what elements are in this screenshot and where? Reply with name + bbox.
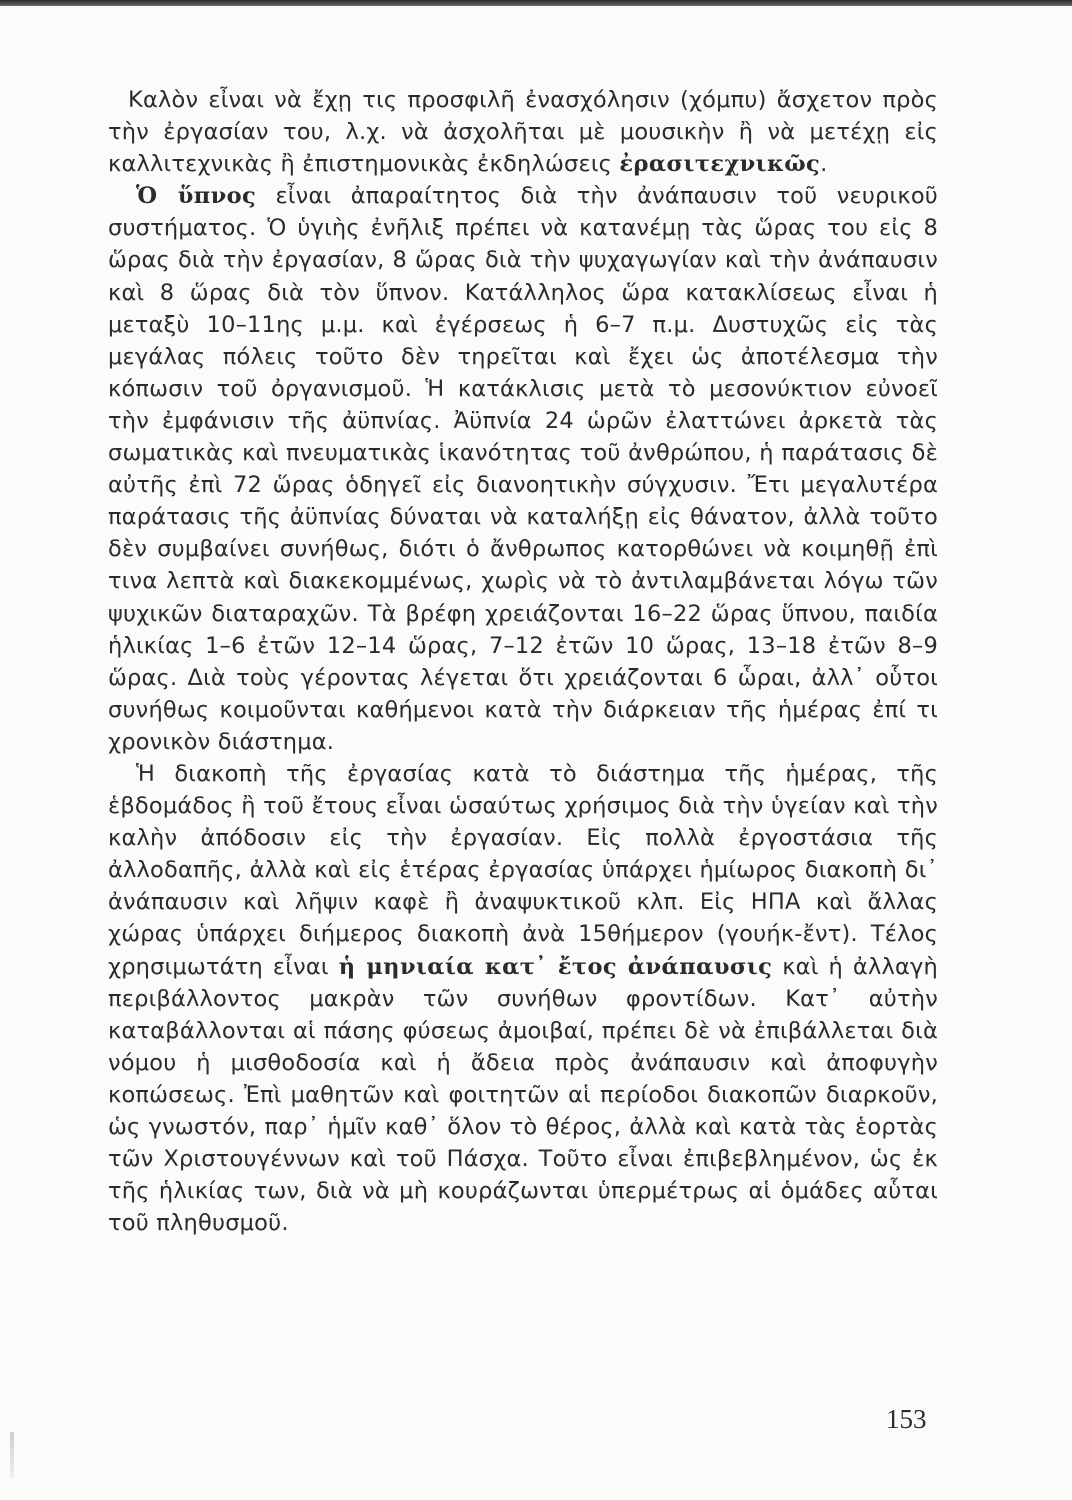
paragraph-sleep — [108, 180, 938, 758]
text-run: εἶναι ἀπαραίτητος διὰ τὴν ἀνάπαυσιν τοῦ νευρικοῦ συστήματος. Ὁ ὑγιὴς ἐνῆλιξ πρέπει νὰ κατανέμῃ τὰς ὥρας του εἰς 8 ὥρας διὰ τὴν ἐργασίαν, 8 ὥρας διὰ τὴν ψυχαγωγίαν καὶ τὴν ἀνάπαυσιν καὶ 8 ὥρας διὰ τὸν ὕπνον. Κατάλληλος ὥρα κατακλίσεως εἶναι ἡ μεταξὺ 10–11ης μ.μ. καὶ ἐγέρσεως ἡ 6–7 π.μ. Δυστυχῶς εἰς τὰς μεγάλας πόλεις τοῦτο δὲν τηρεῖται καὶ ἔχει ὡς ἀποτέλεσμα τὴν κόπωσιν τοῦ ὀργανισμοῦ. Ἡ κατάκλισις μετὰ τὸ μεσονύκτιον εὐνοεῖ τὴν ἐμφάνισιν τῆς ἀϋπνίας. Ἀϋπνία 24 ὡρῶν ἐλαττώνει ἀρκετὰ τὰς σωματικὰς καὶ πνευματικὰς ἱκανότητας τοῦ ἀνθρώπου, ἡ παράτασις δὲ αὐτῆς ἐπὶ 72 ὥρας ὁδηγεῖ εἰς διανοητικὴν σύγχυσιν. Ἔτι μεγαλυτέρα παράτασις τῆς ἀϋπνίας δύναται νὰ καταλήξῃ εἰς θάνατον, ἀλλὰ τοῦτο δὲν συμβαίνει συνήθως, διότι ὁ ἄνθρωπος κατορθώνει νὰ κοιμηθῇ ἐπὶ τινα λεπτὰ καὶ διακεκομμένως, χωρὶς νὰ τὸ ἀντιλαμβάνεται λόγω τῶν ψυχικῶν διαταραχῶν. Τὰ βρέφη χρειάζονται 16–22 ὥρας ὕπνου, παιδία ἡλικίας 1–6 ἐτῶν 12–14 ὥρας, 7–12 ἐτῶν 10 ὥρας, 13–18 ἐτῶν 8–9 ὥρας. Διὰ τοὺς γέροντας λέγεται ὅτι χρειάζονται 6 ὧραι, ἀλλ᾽ οὗτοι συνήθως κοιμοῦνται καθήμενοι κατὰ τὴν διάρκειαν τῆς ἡμέρας ἐπί τι χρονικὸν διάστημα. — [108, 183, 939, 755]
bold-term-sleep: Ὁ ὕπνος — [136, 183, 257, 210]
page-number: 153 — [886, 1404, 927, 1434]
scan-margin-mark — [10, 1432, 14, 1478]
text-run: Ἡ διακοπὴ τῆς ἐργασίας κατὰ τὸ διάστημα τῆς ἡμέρας, τῆς ἑβδομάδος ἢ τοῦ ἔτους εἶναι ὡσαύτως χρήσιμος διὰ τὴν ὑγείαν καὶ τὴν καλὴν ἀπόδοσιν εἰς τὴν ἐργασίαν. Εἰς πολλὰ ἐργοστάσια τῆς ἀλλοδαπῆς, ἀλλὰ καὶ εἰς ἑτέρας ἐργασίας ὑπάρχει ἡμίωρος διακοπὴ δι᾽ ἀνάπαυσιν καὶ λῆψιν καφὲ ἢ ἀναψυκτικοῦ κλπ. Εἰς ΗΠΑ καὶ ἄλλας χώρας ὑπάρχει διήμερος διακοπὴ ἀνὰ 15θήμερον (γουήκ-ἔντ). Τέλος χρησιμωτάτη εἶναι — [108, 760, 938, 980]
bold-term-amateur: ἐρασιτεχνικῶς — [619, 151, 821, 178]
text-run: . — [820, 151, 828, 178]
paragraph-work-break — [108, 758, 938, 1239]
bold-term-annual-leave: ἡ μηνιαία κατ᾽ ἔτος ἀνάπαυσις — [338, 953, 773, 980]
scan-top-edge — [0, 0, 1072, 6]
text-run: καὶ ἡ ἀλλαγὴ περιβάλλοντος μακρὰν τῶν συνήθων φροντίδων. Κατ᾽ αὐτὴν καταβάλλονται αἱ πάσης φύσεως ἀμοιβαί, πρέπει δὲ νὰ ἐπιβάλλεται διὰ νόμου ἡ μισθοδοσία καὶ ἡ ἄδεια πρὸς ἀνάπαυσιν καὶ ἀποφυγὴν κοπώσεως. Ἐπὶ μαθητῶν καὶ φοιτητῶν αἱ περίοδοι διακοπῶν διαρκοῦν, ὡς γνωστόν, παρ᾽ ἡμῖν καθ᾽ ὅλον τὸ θέρος, ἀλλὰ καὶ κατὰ τὰς ἑορτὰς τῶν Χριστουγέννων καὶ τοῦ Πάσχα. Τοῦτο εἶναι ἐπιβεβλημένον, ὡς ἐκ τῆς ἡλικίας των, διὰ νὰ μὴ κουράζωνται ὑπερμέτρως αἱ ὁμάδες αὗται τοῦ πληθυσμοῦ. — [108, 953, 938, 1237]
paragraph-hobby — [108, 84, 938, 180]
body-text — [108, 84, 938, 1239]
text-run: Καλὸν εἶναι νὰ ἔχῃ τις προσφιλῆ ἐνασχόλησιν (χόμπυ) ἄσχετον πρὸς τὴν ἐργασίαν του, λ.χ. νὰ ἀσχολῆται μὲ μουσικὴν ἢ νὰ μετέχῃ εἰς καλλιτεχνικὰς ἢ ἐπιστημονικὰς ἐκδηλώσεις — [108, 87, 938, 178]
